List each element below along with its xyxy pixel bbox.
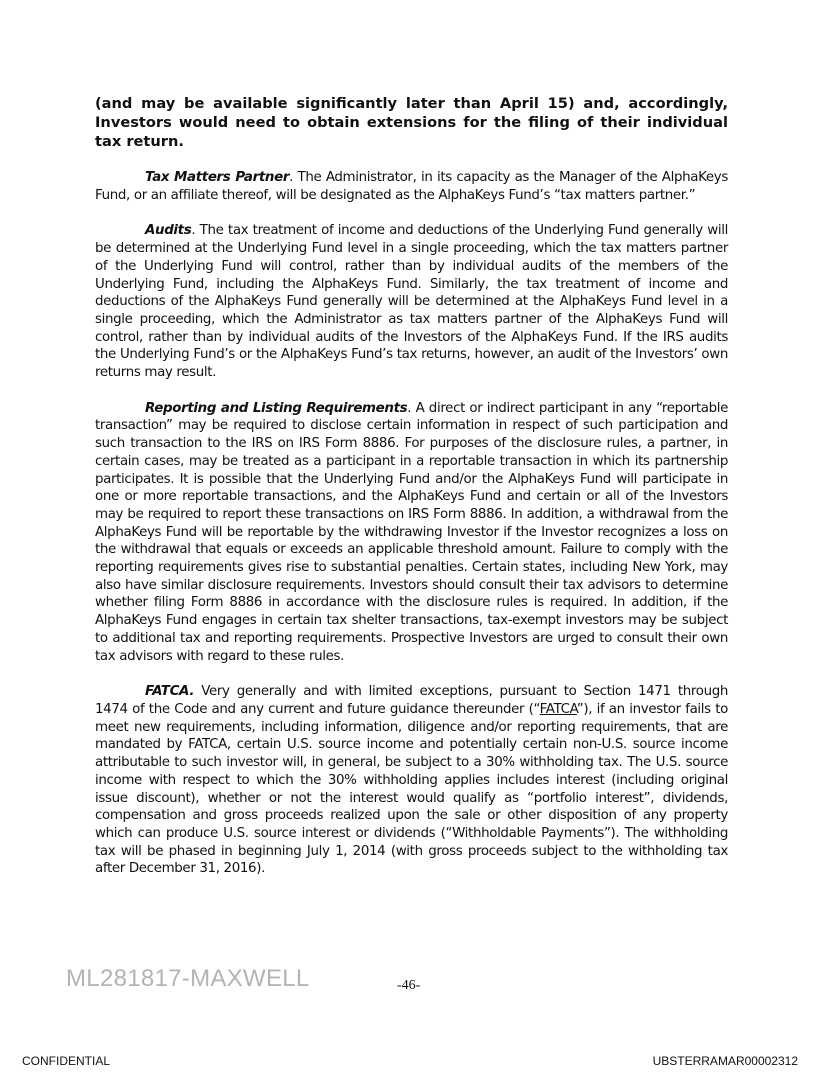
fatca-text-after: ”), if an investor fails to meet new requirements, including information, diligence and/or reporting requirements, that are mandated by FATCA, certain U.S. source income and potentially certain non-U.S. source income attributable to such investor will, in general, be subject to a 30% withholding tax. The U.S. source income with respect to which the 30% withholding applies includes interest (including original issue discount), whether or not the interest would qualify as “portfolio interest”, dividends, compensation and gross proceeds realized upon the sale or other disposition of any property which can produce U.S. source interest or dividends (“Withholdable Payments”). The withholding tax will be phased in beginning July 1, 2014 (with gross proceeds subject to the withholding tax after December 31, 2016). <box>95 701 728 877</box>
confidential-label: CONFIDENTIAL <box>22 1054 111 1068</box>
reporting-heading: Reporting and Listing Requirements <box>145 400 408 416</box>
audits-text: . The tax treatment of income and deductions of the Underlying Fund generally will be determined at the Underlying Fund level in a single proceeding, which the tax matters partner of the Underlying Fund will control, rather than by individual audits of the members of the Underlying Fund, including the AlphaKeys Fund. Similarly, the tax treatment of income and deductions of the AlphaKeys Fund generally will be determined at the AlphaKeys Fund level in a single proceeding, which the Administrator as tax matters partner of the AlphaKeys Fund will control, rather than by individual audits of the Investors of the AlphaKeys Fund. If the IRS audits the Underlying Fund’s or the AlphaKeys Fund’s tax returns, however, an audit of the Investors’ own returns may result. <box>95 223 728 381</box>
document-id: UBSTERRAMAR00002312 <box>652 1054 798 1068</box>
reporting-text: . A direct or indirect participant in any “reportable transaction” may be required to disclose certain information in respect of such participation and such transaction to the IRS on IRS Form 8886. For purposes of the disclosure rules, a partner, in certain cases, may be treated as a participant in a reportable transaction in which its partnership participates. It is possible that the Underlying Fund and/or the AlphaKeys Fund will participate in one or more reportable transactions, and the AlphaKeys Fund and certain or all of the Investors may be required to report these transactions on IRS Form 8886. In addition, a withdrawal from the AlphaKeys Fund will be reportable by the withdrawing Investor if the Investor recognizes a loss on the withdrawal that equals or exceeds an applicable threshold amount. Failure to comply with the reporting requirements gives rise to substantial penalties. Certain states, including New York, may also have similar disclosure requirements. Investors should consult their tax advisors to determine whether filing Form 8886 in accordance with the disclosure rules is required. In addition, if the AlphaKeys Fund engages in certain tax shelter transactions, tax-exempt investors may be subject to additional tax and reporting requirements. Prospective Investors are urged to consult their own tax advisors with regard to these rules. <box>95 400 728 664</box>
fatca-text-before: Very generally and with limited exceptions, pursuant to Section 1471 through 1474 of the Code and any current and future guidance thereunder (“ <box>95 684 728 717</box>
tax-matters-paragraph <box>95 169 728 204</box>
reporting-paragraph <box>95 400 728 666</box>
lead-paragraph: (and may be available significantly later than April 15) and, accordingly, Investors would need to obtain extensions for the filing of their individual tax return. <box>95 95 728 150</box>
audits-heading: Audits <box>145 223 192 239</box>
document-body <box>95 94 728 896</box>
tax-matters-heading: Tax Matters Partner <box>145 170 290 185</box>
audits-paragraph <box>95 222 728 381</box>
bates-stamp: ML281817-MAXWELL <box>66 965 310 992</box>
fatca-heading: FATCA. <box>145 684 195 700</box>
fatca-paragraph <box>95 683 728 878</box>
page-number: -46- <box>397 978 421 993</box>
tax-matters-text: . The Administrator, in its capacity as the Manager of the AlphaKeys Fund, or an affiliate thereof, will be designated as the AlphaKeys Fund’s “tax matters partner.” <box>95 170 728 203</box>
fatca-defined-term: FATCA <box>539 701 577 717</box>
